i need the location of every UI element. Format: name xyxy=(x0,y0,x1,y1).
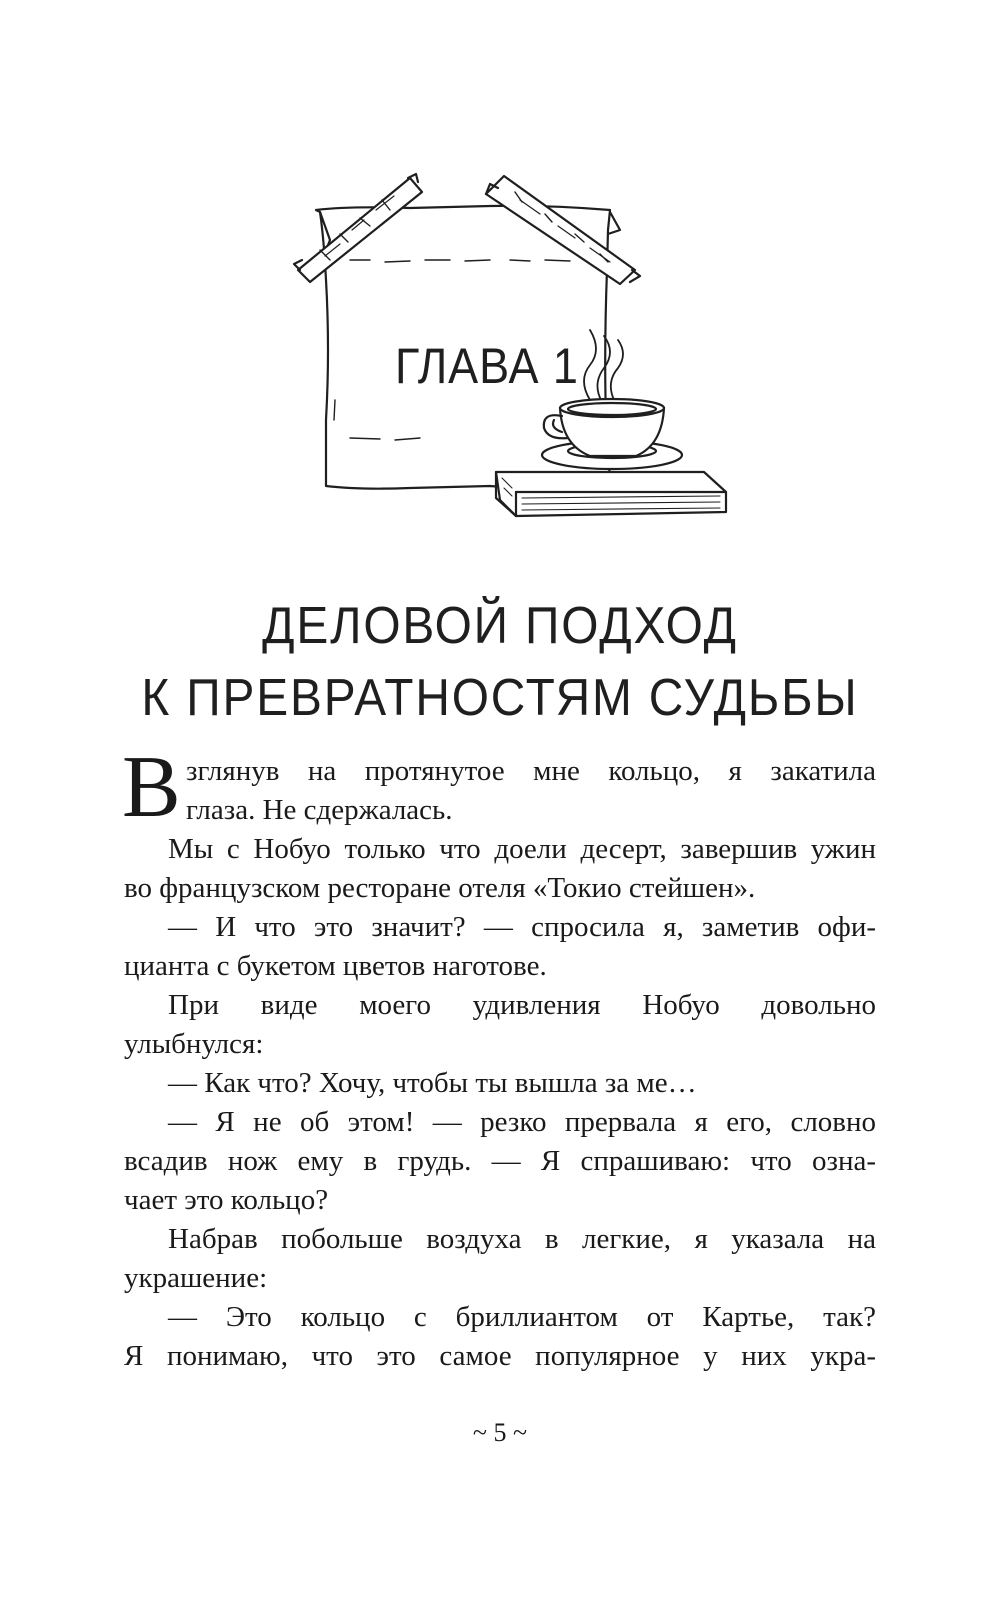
book-icon xyxy=(496,472,726,516)
first-paragraph xyxy=(122,739,876,836)
chapter-label: ГЛАВА 1 xyxy=(395,338,579,394)
text-line: Я понимаю, что это самое популярное у них укра- xyxy=(124,1340,876,1372)
chapter-title-line: К ПРЕВРАТНОСТЯМ СУДЬБЫ xyxy=(141,669,859,727)
chapter-title-line: ДЕЛОВОЙ ПОДХОД xyxy=(262,597,738,655)
steam-icon xyxy=(584,330,623,402)
chapter-title xyxy=(0,590,1000,734)
page-number: ~ 5 ~ xyxy=(472,1418,528,1447)
text-line: чает это кольцо? xyxy=(124,1184,329,1216)
text-line: улыбнулся: xyxy=(124,1028,264,1060)
text-line: — Это кольцо с бриллиантом от Картье, так? xyxy=(168,1301,876,1333)
text-line: — Как что? Хочу, чтобы ты вышла за ме… xyxy=(168,1067,697,1099)
text-line: Мы с Нобуо только что доели десерт, завершив ужин xyxy=(168,833,876,865)
text-line: — Я не об этом! — резко прервала я его, словно xyxy=(168,1106,876,1138)
drop-cap: В xyxy=(122,739,181,836)
text-line: цианта с букетом цветов наготове. xyxy=(124,950,547,982)
left-tape xyxy=(294,174,422,282)
text-line: — И что это значит? — спросила я, заметив офи- xyxy=(168,911,876,943)
text-line: глаза. Не сдержалась. xyxy=(186,794,453,826)
body-text xyxy=(122,739,876,1376)
text-line: украшение: xyxy=(124,1262,268,1294)
text-line: При виде моего удивления Нобуо довольно xyxy=(168,989,876,1021)
text-line: зглянув на протянутое мне кольцо, я закатила xyxy=(186,755,876,787)
text-line: во французском ресторане отеля «Токио стейшен». xyxy=(124,872,756,904)
text-line: Набрав побольше воздуха в легкие, я указала на xyxy=(168,1223,876,1255)
text-line: всадив нож ему в грудь. — Я спрашиваю: что озна- xyxy=(124,1145,876,1177)
